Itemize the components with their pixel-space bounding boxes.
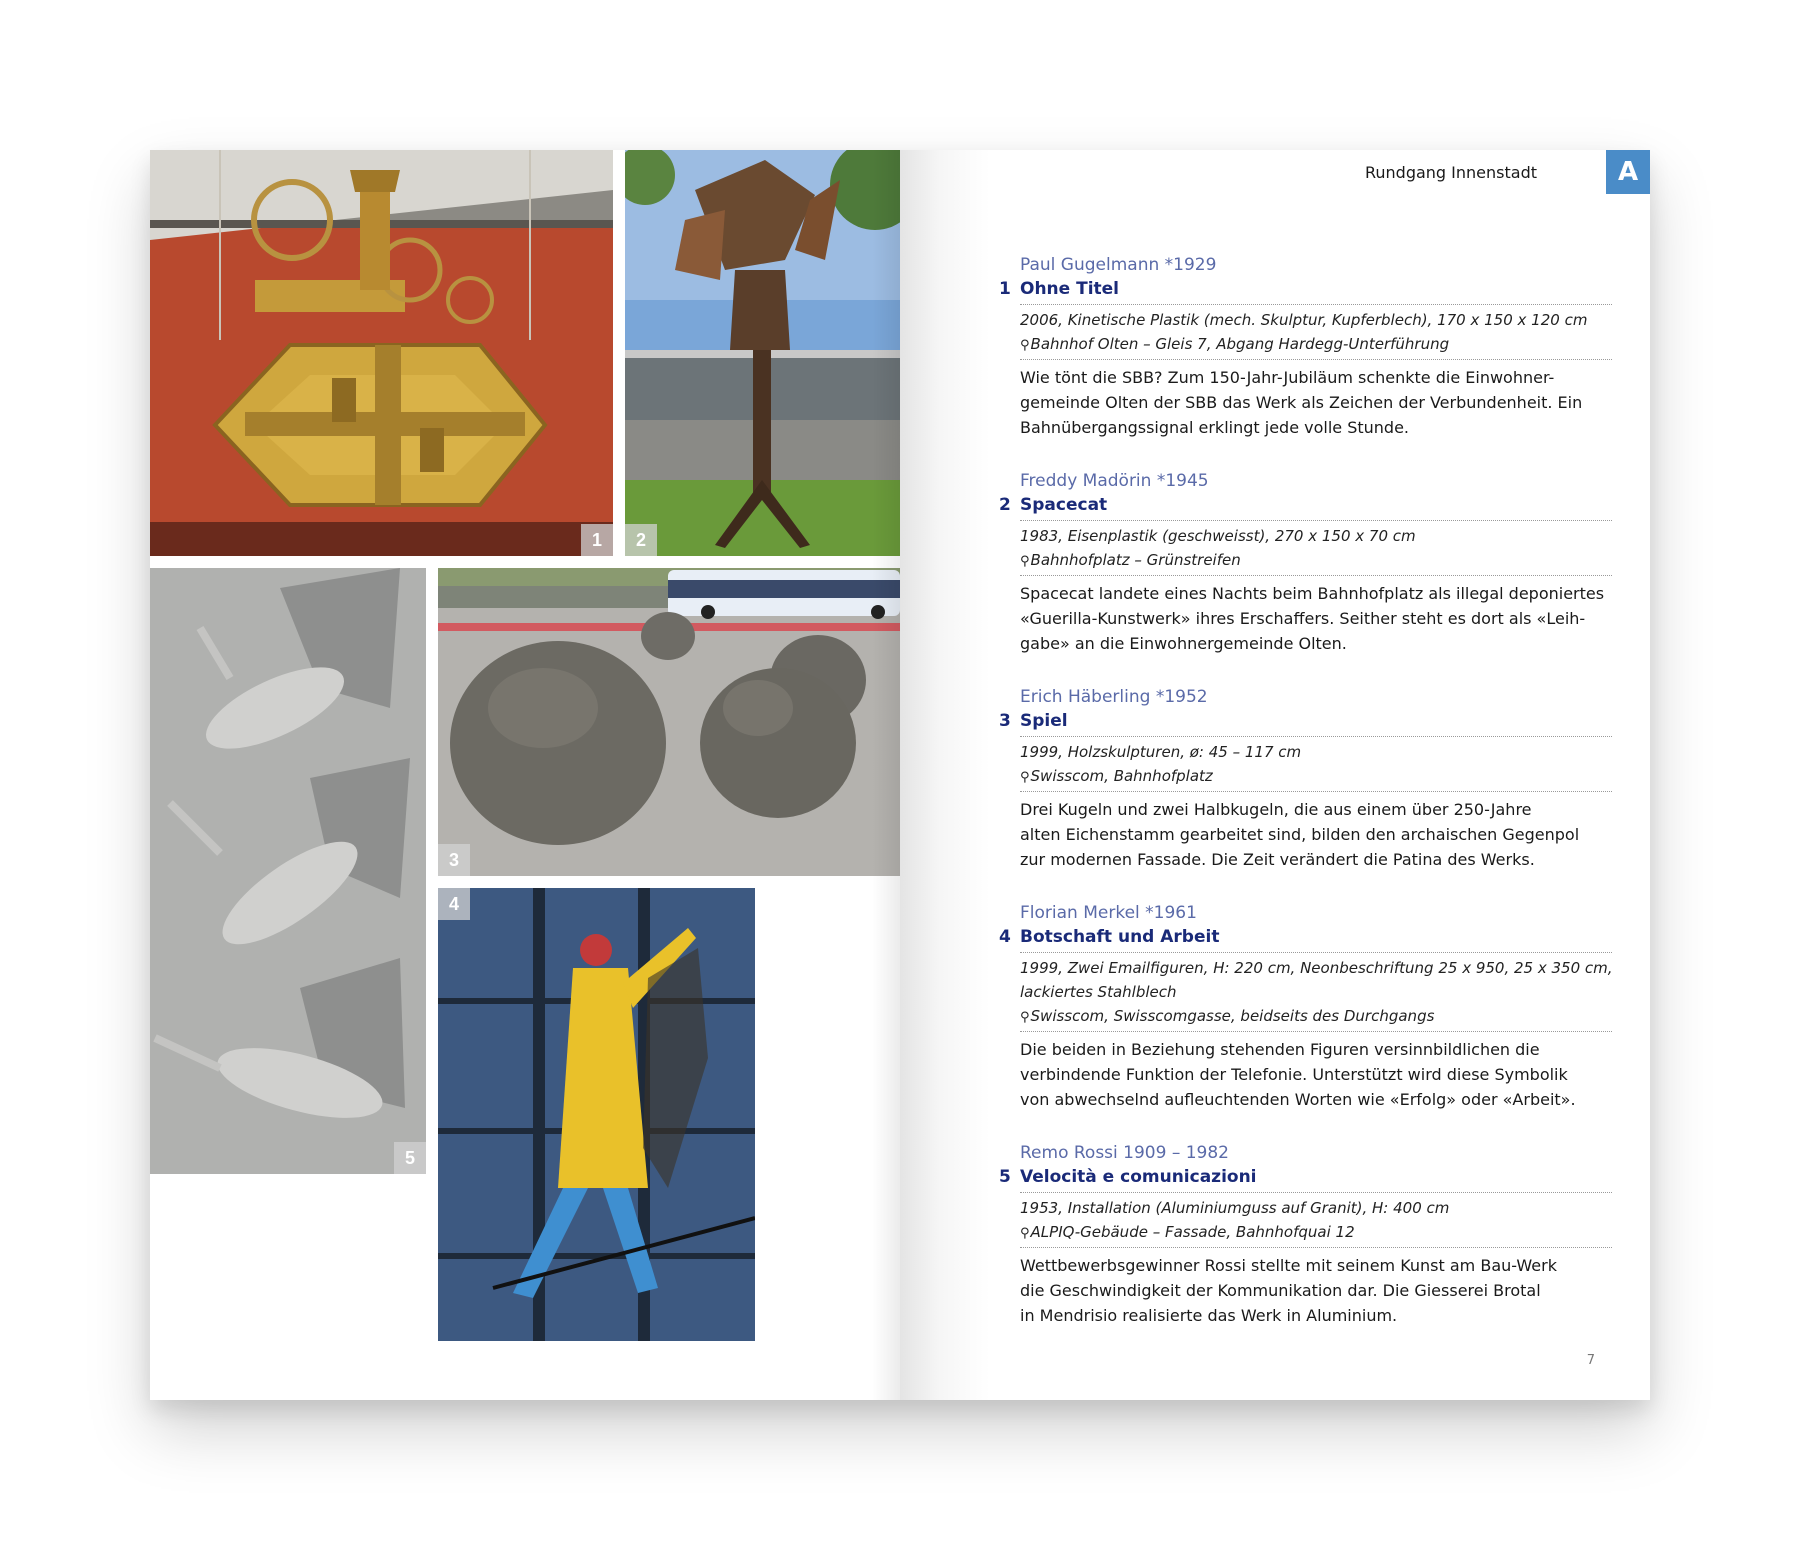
- description-line: gemeinde Olten der SBB das Werk als Zeichen der Verbundenheit. Ein: [1020, 393, 1583, 412]
- artwork-description: [1020, 581, 1620, 656]
- photo-3-image: [438, 568, 900, 876]
- location-line: [1020, 764, 1620, 790]
- artwork-description: [1020, 797, 1620, 872]
- description-line: Die beiden in Beziehung stehenden Figuren versinnbildlichen die: [1020, 1040, 1540, 1059]
- dotted-divider: [1020, 1192, 1612, 1193]
- details-line: 1953, Installation (Aluminiumguss auf Granit), H: 400 cm: [1020, 1199, 1450, 1217]
- artwork-entry: [900, 687, 1650, 903]
- location-text: ALPIQ-Gebäude – Fassade, Bahnhofquai 12: [1030, 1223, 1355, 1241]
- description-line: verbindende Funktion der Telefonie. Unterstützt wird diese Symbolik: [1020, 1065, 1568, 1084]
- artwork-list: [900, 255, 1650, 1359]
- right-page: [900, 150, 1650, 1400]
- photo-number-4: 4: [438, 888, 470, 920]
- location-text: Swisscom, Bahnhofplatz: [1030, 767, 1213, 785]
- artwork-details: [1020, 956, 1620, 1030]
- description-line: in Mendrisio realisierte das Werk in Aluminium.: [1020, 1306, 1398, 1325]
- map-pin-icon: ⚲: [1020, 770, 1030, 785]
- artist-name: Florian Merkel *1961: [1020, 903, 1197, 923]
- artwork-details: [1020, 1196, 1620, 1246]
- photo-5-image: [150, 568, 426, 1174]
- dotted-divider: [1020, 575, 1612, 576]
- photo-number-3: 3: [438, 844, 470, 876]
- artwork-details: [1020, 524, 1620, 574]
- artwork-description: [1020, 1037, 1620, 1112]
- artwork-entry: [900, 1143, 1650, 1359]
- photo-2-image: [625, 150, 900, 556]
- location-text: Bahnhof Olten – Gleis 7, Abgang Hardegg-Unterführung: [1030, 335, 1450, 353]
- artwork-number: 2: [999, 495, 1011, 515]
- photo-4-enamel-figures: [438, 888, 755, 1341]
- location-line: [1020, 1220, 1620, 1246]
- location-text: Swisscom, Swisscomgasse, beidseits des Durchgangs: [1030, 1007, 1435, 1025]
- description-line: die Geschwindigkeit der Kommunikation dar. Die Giesserei Brotal: [1020, 1281, 1541, 1300]
- artist-name: Erich Häberling *1952: [1020, 687, 1208, 707]
- description-line: zur modernen Fassade. Die Zeit verändert die Patina des Werks.: [1020, 850, 1535, 869]
- running-header: [1365, 150, 1551, 194]
- dotted-divider: [1020, 1247, 1612, 1248]
- artwork-title: Spiel: [1020, 711, 1068, 731]
- photo-5-relief: [150, 568, 426, 1174]
- artwork-details: [1020, 308, 1620, 358]
- description-line: gabe» an die Einwohnergemeinde Olten.: [1020, 634, 1347, 653]
- dotted-divider: [1020, 791, 1612, 792]
- page-number: 7: [1586, 1353, 1595, 1368]
- section-letter-badge: A: [1606, 150, 1650, 194]
- photo-3-spheres: [438, 568, 900, 876]
- description-line: Bahnübergangssignal erklingt jede volle Stunde.: [1020, 418, 1409, 437]
- details-line: 1999, Zwei Emailfiguren, H: 220 cm, Neonbeschriftung 25 x 950, 25 x 350 cm,: [1020, 959, 1613, 977]
- artwork-details: [1020, 740, 1620, 790]
- description-line: Drei Kugeln und zwei Halbkugeln, die aus einem über 250-Jahre: [1020, 800, 1532, 819]
- details-line: 1999, Holzskulpturen, ø: 45 – 117 cm: [1020, 743, 1302, 761]
- photo-1-golden-sculpture: [150, 150, 613, 556]
- details-line: 2006, Kinetische Plastik (mech. Skulptur, Kupferblech), 170 x 150 x 120 cm: [1020, 311, 1588, 329]
- photo-4-image: [438, 888, 755, 1341]
- details-line: 1983, Eisenplastik (geschweisst), 270 x 150 x 70 cm: [1020, 527, 1416, 545]
- map-pin-icon: ⚲: [1020, 554, 1030, 569]
- artwork-entry: [900, 255, 1650, 471]
- artwork-title: Botschaft und Arbeit: [1020, 927, 1220, 947]
- description-line: Spacecat landete eines Nachts beim Bahnhofplatz als illegal deponiertes: [1020, 584, 1605, 603]
- artwork-number: 4: [999, 927, 1011, 947]
- map-pin-icon: ⚲: [1020, 338, 1030, 353]
- photo-number-2: 2: [625, 524, 657, 556]
- artist-name: Freddy Madörin *1945: [1020, 471, 1209, 491]
- description-line: Wettbewerbsgewinner Rossi stellte mit seinem Kunst am Bau-Werk: [1020, 1256, 1557, 1275]
- description-line: «Guerilla-Kunstwerk» ihres Erschaffers. Seither steht es dort als «Leih-: [1020, 609, 1586, 628]
- dotted-divider: [1020, 952, 1612, 953]
- artist-name: Paul Gugelmann *1929: [1020, 255, 1217, 275]
- artwork-title: Spacecat: [1020, 495, 1108, 515]
- description-line: von abwechselnd aufleuchtenden Worten wie «Erfolg» oder «Arbeit».: [1020, 1090, 1576, 1109]
- dotted-divider: [1020, 520, 1612, 521]
- location-line: [1020, 1004, 1620, 1030]
- book-spread: [150, 150, 1650, 1400]
- description-line: Wie tönt die SBB? Zum 150-Jahr-Jubiläum schenkte die Einwohner-: [1020, 368, 1555, 387]
- artwork-entry: [900, 903, 1650, 1143]
- photo-1-image: [150, 150, 613, 556]
- photo-number-1: 1: [581, 524, 613, 556]
- artwork-number: 3: [999, 711, 1011, 731]
- description-line: alten Eichenstamm gearbeitet sind, bilden den archaischen Gegenpol: [1020, 825, 1580, 844]
- dotted-divider: [1020, 736, 1612, 737]
- artwork-description: [1020, 365, 1620, 440]
- dotted-divider: [1020, 304, 1612, 305]
- artwork-number: 5: [999, 1167, 1011, 1187]
- map-pin-icon: ⚲: [1020, 1226, 1030, 1241]
- artwork-entry: [900, 471, 1650, 687]
- artwork-title: Velocità e comunicazioni: [1020, 1167, 1257, 1187]
- location-line: [1020, 332, 1620, 358]
- location-text: Bahnhofplatz – Grünstreifen: [1030, 551, 1241, 569]
- location-line: [1020, 548, 1620, 574]
- artwork-description: [1020, 1253, 1620, 1328]
- photo-number-5: 5: [394, 1142, 426, 1174]
- artist-name: Remo Rossi 1909 – 1982: [1020, 1143, 1229, 1163]
- gutter-shadow: [872, 150, 900, 1400]
- header-title: Rundgang Innenstadt: [1364, 162, 1537, 182]
- details-line: lackiertes Stahlblech: [1020, 983, 1177, 1001]
- map-pin-icon: ⚲: [1020, 1010, 1030, 1025]
- photo-2-spacecat: [625, 150, 900, 556]
- dotted-divider: [1020, 359, 1612, 360]
- artwork-number: 1: [999, 279, 1011, 299]
- dotted-divider: [1020, 1031, 1612, 1032]
- artwork-title: Ohne Titel: [1020, 279, 1120, 299]
- left-page: [150, 150, 900, 1400]
